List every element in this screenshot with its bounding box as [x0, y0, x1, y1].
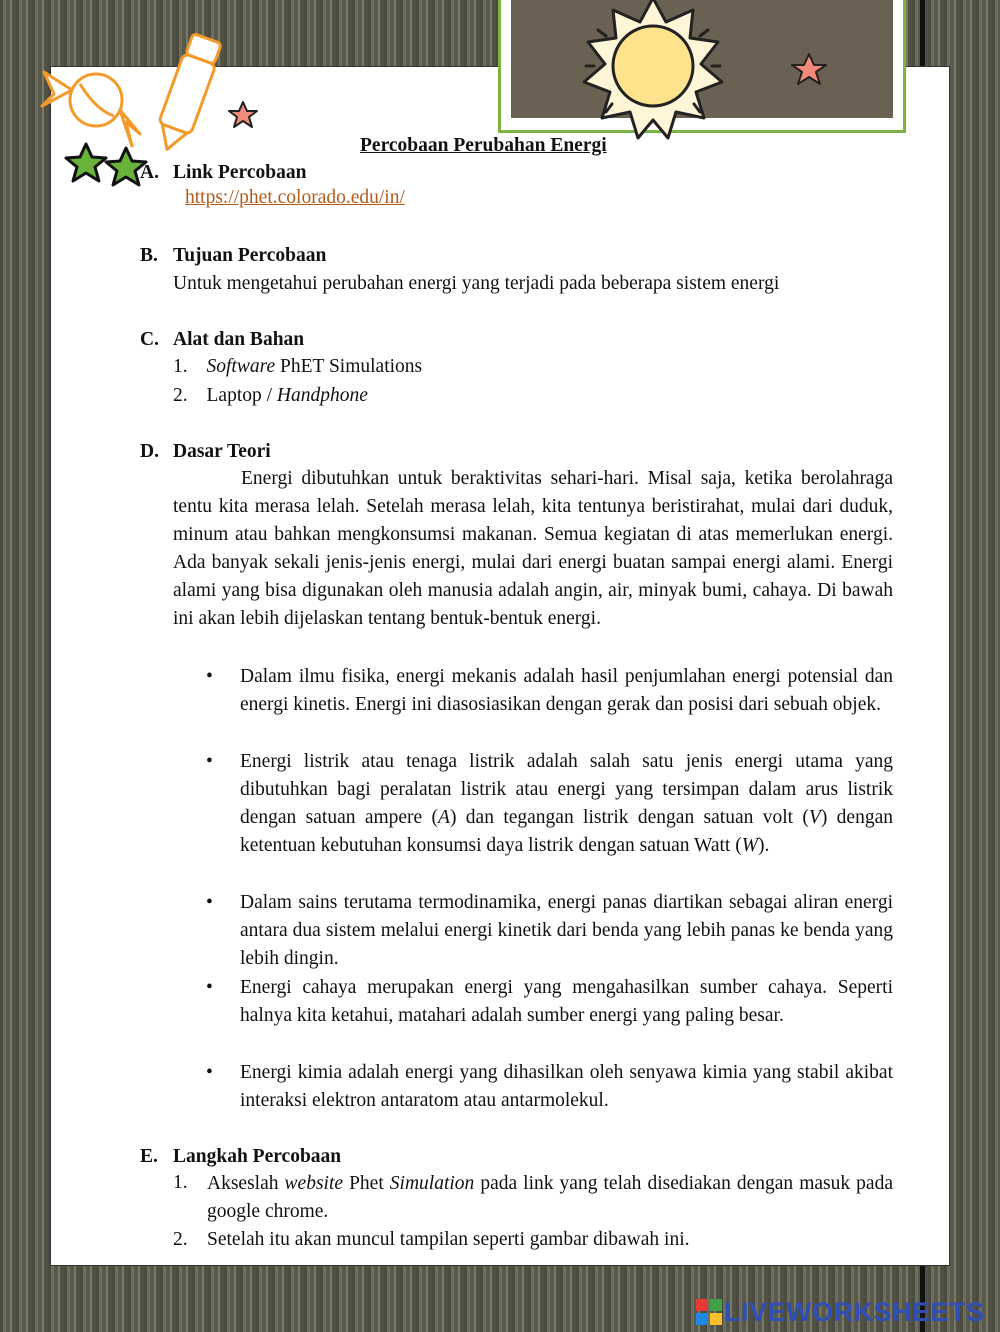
bullet-text: ) dan tegangan listrik dengan satuan volt (: [449, 807, 809, 828]
list-item: [207, 1170, 893, 1226]
list-item: Dalam sains terutama termodinamika, energi panas diartikan sebagai aliran energi antara dua sistem melalui energi kinetik dari benda yang lebih panas ke benda yang lebih dingin.: [240, 892, 893, 969]
list-item: Setelah itu akan muncul tampilan seperti gambar dibawah ini.: [207, 1229, 690, 1250]
step-text: Akseslah: [207, 1173, 285, 1194]
step-text: pada link yang telah disediakan dengan masuk pada google chrome.: [207, 1173, 893, 1222]
list-item: Energi kimia adalah energi yang dihasilkan oleh senyawa kimia yang stabil akibat interaksi elektron antaratom atau antarmolekul.: [240, 1062, 893, 1111]
bullet-marker: •: [206, 977, 213, 998]
list-number: 1.: [173, 356, 188, 377]
section-c-letter: C.: [140, 329, 159, 350]
list-number: 1.: [173, 1172, 188, 1193]
bullet-text: ) dengan ketentuan kebutuhan konsumsi daya listrik dengan satuan Watt (: [240, 807, 893, 856]
list-item: [173, 384, 368, 408]
page-title: Percobaan Perubahan Energi: [360, 135, 607, 156]
bullet-marker: •: [206, 1062, 213, 1083]
bullet-marker: •: [206, 892, 213, 913]
section-e-letter: E.: [140, 1146, 158, 1167]
item-text: PhET Simulations: [275, 356, 423, 377]
list-item: Dalam ilmu fisika, energi mekanis adalah hasil penjumlahan energi potensial dan energi kinetis. Energi ini diasosiasikan dengan gerak dan posisi dari sebuah objek.: [240, 666, 893, 715]
list-item: Energi cahaya merupakan energi yang mengahasilkan sumber cahaya. Seperti halnya kita ketahui, matahari adalah sumber energi yang paling besar.: [240, 977, 893, 1026]
bullet-marker: •: [206, 666, 213, 687]
unit-symbol: W: [741, 835, 758, 856]
list-number: 2.: [173, 385, 188, 406]
phet-link[interactable]: https://phet.colorado.edu/in/: [185, 187, 405, 208]
liveworksheets-watermark: [696, 1297, 985, 1327]
step-italic: Simulation: [389, 1173, 475, 1194]
unit-symbol: V: [808, 807, 821, 828]
section-a-letter: A.: [140, 162, 159, 183]
bullet-text: Energi listrik atau tenaga listrik adalah salah satu jenis energi utama yang dibutuhkan bagi peralatan listrik atau energi yang tersimpan dalam arus listrik dengan satuan ampere (: [240, 751, 893, 828]
list-item: [240, 748, 893, 860]
step-text: Phet: [343, 1173, 390, 1194]
section-c-heading: Alat dan Bahan: [173, 329, 305, 350]
bullet-text: ).: [757, 835, 770, 856]
list-number: 2.: [173, 1229, 188, 1250]
theory-paragraph: Energi dibutuhkan untuk beraktivitas sehari-hari. Misal saja, ketika berolahraga tentu kita merasa lelah. Setelah merasa lelah, kita tentunya beristirahat, mulai dari duduk, minum atau bahkan mengkonsumsi makanan. Semua kegiatan di atas memerlukan energi. Ada banyak sekali jenis-jenis energi, mulai dari energi buatan sampai energi alami. Energi alami yang bisa digunakan oleh manusia adalah angin, air, minyak bumi, cahaya. Di bawah ini akan lebih dijelaskan tentang bentuk-bentuk energi.: [173, 468, 893, 629]
section-b-letter: B.: [140, 245, 158, 266]
liveworksheets-logo-icon: [696, 1299, 722, 1325]
section-d-heading: Dasar Teori: [173, 441, 271, 462]
item-italic: Handphone: [276, 385, 368, 406]
item-text: Laptop /: [206, 385, 277, 406]
section-b-heading: Tujuan Percobaan: [173, 245, 327, 266]
item-italic: Software: [206, 356, 276, 377]
watermark-text: LIVEWORKSHEETS: [724, 1297, 985, 1327]
bullet-marker: •: [206, 751, 213, 772]
section-b-text: Untuk mengetahui perubahan energi yang terjadi pada beberapa sistem energi: [173, 273, 780, 294]
section-d-letter: D.: [140, 441, 159, 462]
section-a-heading: Link Percobaan: [173, 162, 307, 183]
list-item: [173, 355, 422, 379]
unit-symbol: A: [438, 807, 450, 828]
section-e-heading: Langkah Percobaan: [173, 1146, 342, 1167]
document-body: [50, 66, 948, 1264]
step-italic: website: [284, 1173, 344, 1194]
